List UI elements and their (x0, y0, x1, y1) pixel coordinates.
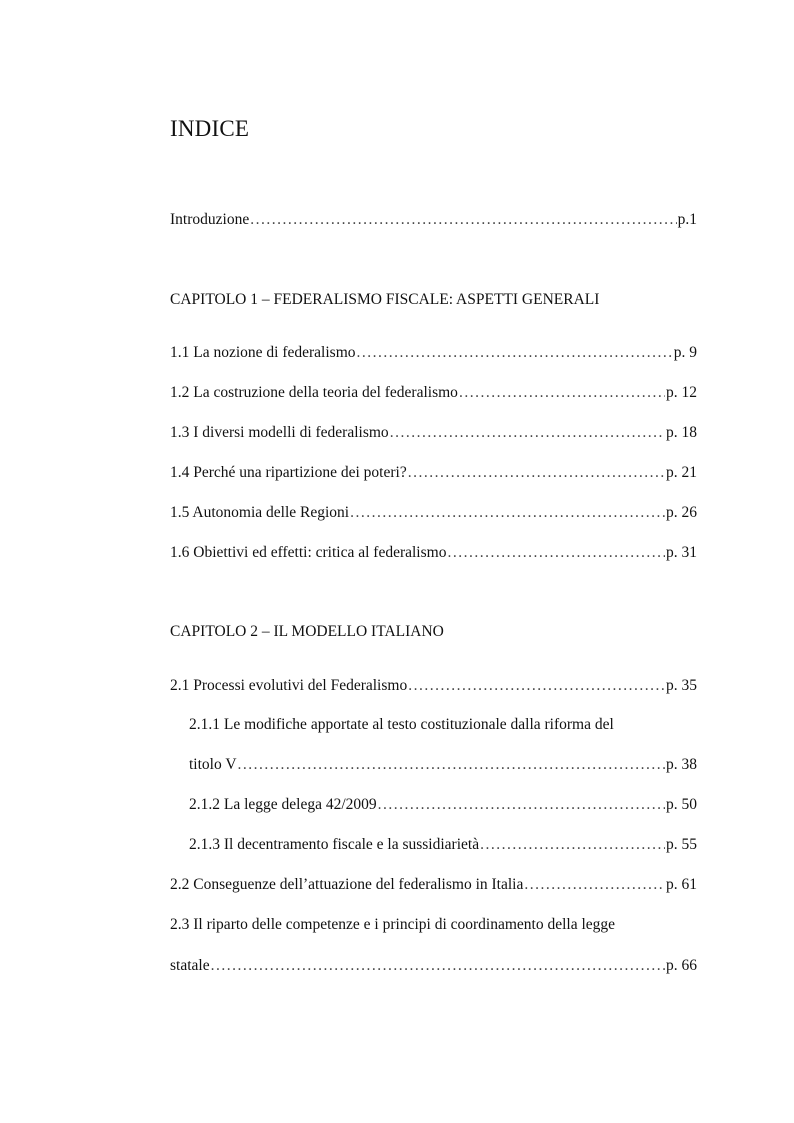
leader-dots (408, 676, 665, 696)
leader-dots (357, 343, 673, 363)
toc-entry-text: 2.1.2 La legge delega 42/2009 (189, 796, 377, 813)
leader-dots (480, 835, 665, 855)
toc-entry-introduzione[interactable] (170, 210, 697, 230)
leader-dots (408, 463, 665, 483)
toc-entry-text: 1.3 I diversi modelli di federalismo (170, 424, 389, 441)
toc-entry-text: 1.6 Obiettivi ed effetti: critica al federalismo (170, 544, 447, 561)
toc-entry-page: p. 61 (666, 876, 697, 893)
leader-dots (350, 503, 665, 523)
toc-entry-text: titolo V (189, 756, 237, 773)
toc-entry-text: 2.1 Processi evolutivi del Federalismo (170, 677, 408, 694)
toc-entry-text: 1.2 La costruzione della teoria del federalismo (170, 384, 458, 401)
toc-entry-page: p. 21 (666, 464, 697, 481)
toc-entry-page: p. 31 (666, 544, 697, 561)
toc-entry-text: 2.1.3 Il decentramento fiscale e la sussidiarietà (189, 836, 480, 853)
chapter-2-heading: CAPITOLO 2 – IL MODELLO ITALIANO (170, 623, 444, 640)
leader-dots (211, 956, 665, 976)
toc-entry-1-5[interactable] (170, 503, 697, 523)
toc-entry-text: 1.5 Autonomia delle Regioni (170, 504, 350, 521)
toc-entry-2-3-line2[interactable] (170, 956, 697, 976)
toc-entry-text: 2.2 Conseguenze dell’attuazione del federalismo in Italia (170, 876, 524, 893)
toc-entry-1-1[interactable] (170, 343, 697, 363)
leader-dots (524, 875, 665, 895)
toc-entry-text: 1.4 Perché una ripartizione dei poteri? (170, 464, 407, 481)
leader-dots (250, 210, 676, 230)
toc-entry-page: p. 18 (666, 424, 697, 441)
toc-entry-2-1[interactable] (170, 676, 697, 696)
toc-entry-text: statale (170, 957, 210, 974)
toc-entry-page: p. 12 (666, 384, 697, 401)
toc-entry-1-4[interactable] (170, 463, 697, 483)
toc-entry-2-1-1-line2[interactable] (189, 755, 697, 775)
toc-entry-page: p. 35 (666, 677, 697, 694)
toc-entry-page: p. 38 (666, 756, 697, 773)
toc-entry-page: p. 66 (666, 957, 697, 974)
leader-dots (390, 423, 665, 443)
page-title: INDICE (170, 116, 250, 141)
toc-entry-2-1-2[interactable] (189, 795, 697, 815)
toc-entry-2-1-3[interactable] (189, 835, 697, 855)
toc-entry-text: 1.1 La nozione di federalismo (170, 344, 356, 361)
toc-entry-1-6[interactable] (170, 543, 697, 563)
leader-dots (238, 755, 665, 775)
toc-entry-2-3-line1[interactable]: 2.3 Il riparto delle competenze e i principi di coordinamento della legge (170, 916, 616, 933)
toc-entry-page: p. 50 (666, 796, 697, 813)
toc-entry-2-2[interactable] (170, 875, 697, 895)
leader-dots (378, 795, 665, 815)
toc-entry-2-1-1-line1[interactable]: 2.1.1 Le modifiche apportate al testo costituzionale dalla riforma del (189, 716, 614, 733)
toc-entry-page: p. 55 (666, 836, 697, 853)
toc-entry-page: p. 26 (666, 504, 697, 521)
toc-entry-1-2[interactable] (170, 383, 697, 403)
leader-dots (447, 543, 665, 563)
leader-dots (459, 383, 665, 403)
chapter-1-heading: CAPITOLO 1 – FEDERALISMO FISCALE: ASPETTI GENERALI (170, 291, 600, 308)
toc-entry-page: p. 9 (673, 344, 697, 361)
toc-entry-page: p.1 (677, 211, 697, 228)
toc-entry-1-3[interactable] (170, 423, 697, 443)
toc-entry-text: Introduzione (170, 211, 250, 228)
